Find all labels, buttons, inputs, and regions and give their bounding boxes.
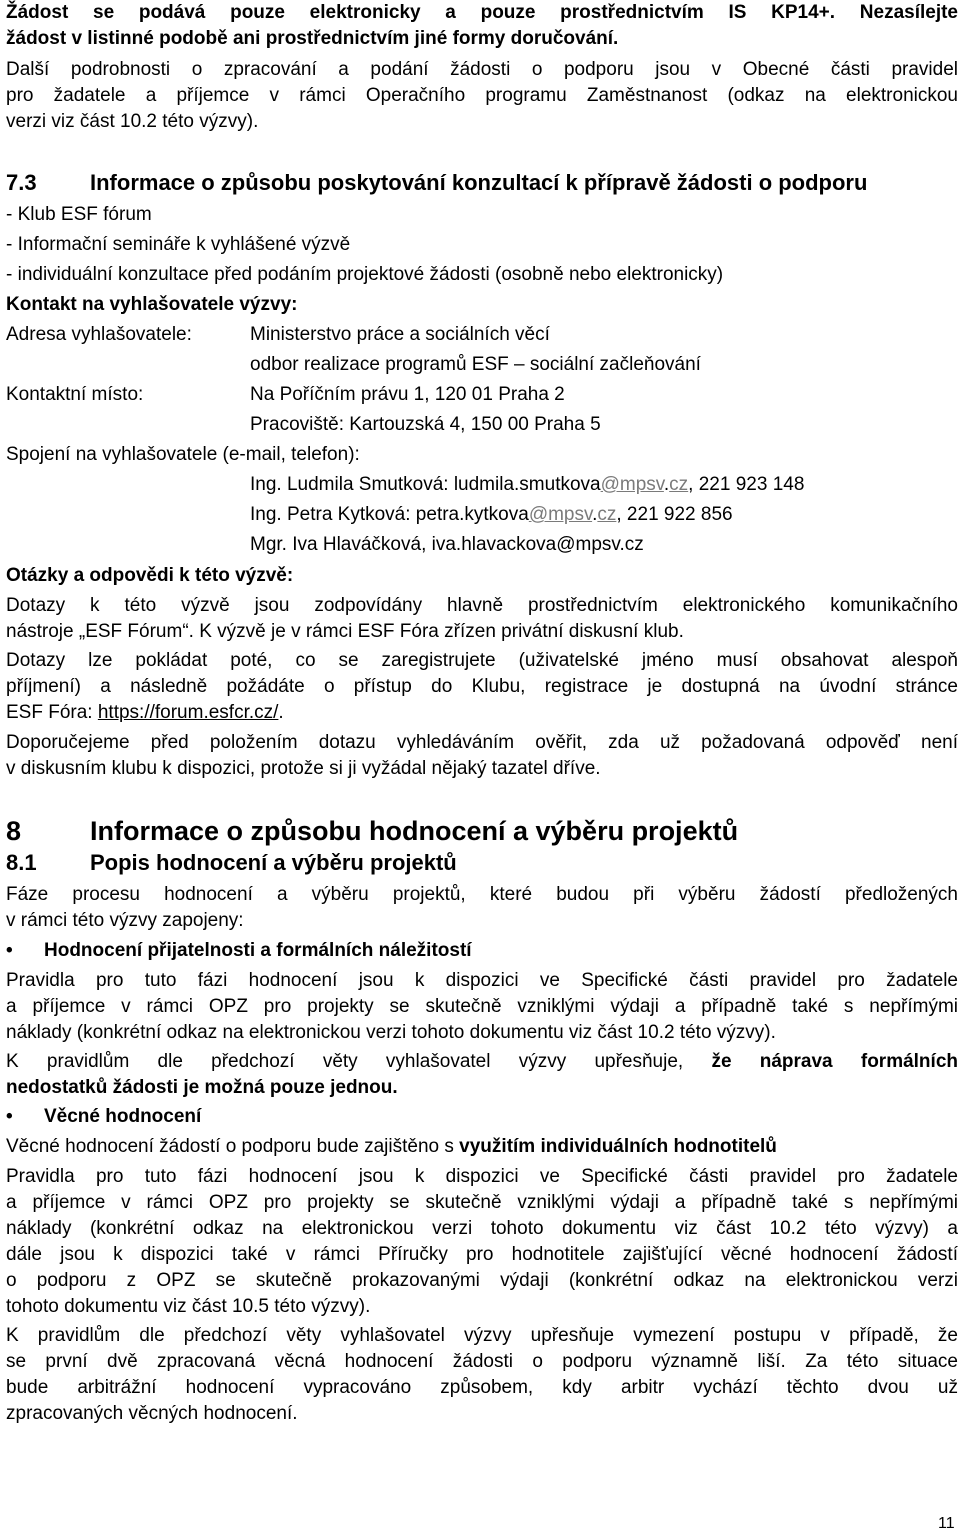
section-number: 8 xyxy=(6,816,22,846)
contact-text: Ing. Ludmila Smutková: ludmila.smutkova xyxy=(250,474,601,495)
section-7-3-heading xyxy=(6,168,867,198)
b2-p1-line-4: dále jsou k dispozici také v rámci Příručky pro hodnotitele zajišťující věcné hodnocení žádostí xyxy=(6,1244,958,1265)
contact-link[interactable]: cz xyxy=(669,474,689,495)
b2-bold: využitím individuálních hodnotitelů xyxy=(459,1136,777,1157)
b1-p2-normal: K pravidlům dle předchozí věty vyhlašovatel výzvy upřesňuje, xyxy=(6,1051,684,1072)
page-number: 11 xyxy=(938,1515,955,1532)
qa-text: . xyxy=(278,702,284,723)
contact-text: Ing. Petra Kytková: petra.kytkova xyxy=(250,504,529,525)
top-line-3: Další podrobnosti o zpracování a podání žádosti o podporu jsou v Obecné části pravidel xyxy=(6,59,958,80)
qa-p2-line-1: Dotazy lze pokládat poté, co se zaregistrujete (uživatelské jméno musí obsahovat alespoň xyxy=(6,650,958,671)
bullet-label: Věcné hodnocení xyxy=(44,1106,202,1127)
connection-label: Spojení na vyhlašovatele (e-mail, telefon): xyxy=(6,444,360,465)
contact-link[interactable]: @mpsv xyxy=(600,474,664,495)
list-item: - Informační semináře k vyhlášené výzvě xyxy=(6,234,351,255)
b2-p1-line-5: o podporu z OPZ se skutečně prokazovanými výdaji (konkrétní odkaz na elektronickou verzi xyxy=(6,1270,958,1291)
b2-line-1 xyxy=(6,1134,777,1160)
section-title: Popis hodnocení a výběru projektů xyxy=(90,850,457,875)
qa-p3-line-1: Doporučejeme před položením dotazu vyhledáváním ověřit, zda už požadovaná odpověď není xyxy=(6,732,958,753)
b1-p2-line-2: nedostatků žádosti je možná pouze jednou. xyxy=(6,1077,398,1098)
b2-p2-line-4: zpracovaných věcných hodnocení. xyxy=(6,1403,298,1424)
address-label: Adresa vyhlašovatele: xyxy=(6,324,192,345)
bullet-icon: • xyxy=(6,940,13,961)
b2-normal: Věcné hodnocení žádostí o podporu bude zajištěno s xyxy=(6,1136,460,1157)
contact-line-2 xyxy=(250,502,733,528)
contact-phone: , 221 922 856 xyxy=(616,504,733,525)
qa-p2-line-3 xyxy=(6,700,284,726)
top-line-4: pro žadatele a příjemce v rámci Operačního programu Zaměstnanost (odkaz na elektronickou xyxy=(6,85,958,106)
contact-heading: Kontakt na vyhlašovatele výzvy: xyxy=(6,294,298,315)
section-title: Informace o způsobu hodnocení a výběru projektů xyxy=(90,816,739,846)
contact-phone: , 221 923 148 xyxy=(688,474,805,495)
place-label: Kontaktní místo: xyxy=(6,384,144,405)
section-title: Informace o způsobu poskytování konzultací k přípravě žádosti o podporu xyxy=(90,170,868,195)
b2-p2-line-3: bude arbitrážní hodnocení vypracováno způsobem, kdy arbitr vychází těchto dvou už xyxy=(6,1377,958,1398)
qa-p3-line-2: v diskusním klubu k dispozici, protože si ji vyžádal nějaký tazatel dříve. xyxy=(6,758,601,779)
qa-p2-line-2: příjmení) a následně požádáte o přístup do Klubu, registrace je dostupná na úvodní stránce xyxy=(6,676,958,697)
contact-link[interactable]: @mpsv xyxy=(528,504,593,525)
b1-p2-line-1 xyxy=(6,1049,958,1075)
qa-heading: Otázky a odpovědi k této výzvě: xyxy=(6,565,294,586)
b2-p2-line-2: se první dvě zpracovaná věcná hodnocení žádosti o podporu významně liší. Za této situace xyxy=(6,1351,958,1372)
intro-line-2: v rámci této výzvy zapojeny: xyxy=(6,910,244,931)
section-number: 8.1 xyxy=(6,850,37,875)
section-number: 7.3 xyxy=(6,170,37,195)
bullet-2 xyxy=(6,1104,201,1130)
contact-line-1 xyxy=(250,472,804,498)
b1-p1-line-1: Pravidla pro tuto fázi hodnocení jsou k dispozici ve Specifické části pravidel pro žadatele xyxy=(6,970,958,991)
bullet-label: Hodnocení přijatelnosti a formálních náležitostí xyxy=(44,940,472,961)
bullet-1 xyxy=(6,938,472,964)
top-line-1: Žádost se podává pouze elektronicky a pouze prostřednictvím IS KP14+. Nezasílejte xyxy=(6,2,958,23)
contact-line-3: Mgr. Iva Hlaváčková, iva.hlavackova@mpsv.cz xyxy=(250,534,644,555)
b2-p1-line-3: náklady (konkrétní odkaz na elektronickou verzi tohoto dokumentu viz část 10.2 této výzvy) a xyxy=(6,1218,958,1239)
b2-p1-line-2: a příjemce v rámci OPZ pro projekty se skutečně vzniklými výdaji a případně také s nepřímými xyxy=(6,1192,958,1213)
qa-p1-line-1: Dotazy k této výzvě jsou zodpovídány hlavně prostřednictvím elektronického komunikačního xyxy=(6,595,958,616)
b1-p2-bold: že náprava formálních xyxy=(711,1051,958,1072)
b2-p2-line-1: K pravidlům dle předchozí věty vyhlašovatel výzvy upřesňuje vymezení postupu v případě, že xyxy=(6,1325,958,1346)
top-line-5: verzi viz část 10.2 této výzvy). xyxy=(6,111,259,132)
address-line-2: odbor realizace programů ESF – sociální začleňování xyxy=(250,354,701,375)
section-8-heading xyxy=(6,814,738,848)
list-item: - Klub ESF fórum xyxy=(6,204,152,225)
contact-dot: . xyxy=(663,474,670,495)
contact-link[interactable]: cz xyxy=(597,504,617,525)
place-line-2: Pracoviště: Kartouzská 4, 150 00 Praha 5 xyxy=(250,414,601,435)
contact-dot: . xyxy=(592,504,598,525)
b1-p1-line-3: náklady (konkrétní odkaz na elektronickou verzi tohoto dokumentu viz část 10.2 této výzvy). xyxy=(6,1022,776,1043)
qa-p1-line-2: nástroje „ESF Fórum“. K výzvě je v rámci ESF Fóra zřízen privátní diskusní klub. xyxy=(6,621,684,642)
top-line-2: žádost v listinné podobě ani prostřednictvím jiné formy doručování. xyxy=(6,28,619,49)
b2-p1-line-1: Pravidla pro tuto fázi hodnocení jsou k dispozici ve Specifické části pravidel pro žadatele xyxy=(6,1166,958,1187)
qa-text: ESF Fóra: xyxy=(6,702,98,723)
b2-p1-line-6: tohoto dokumentu viz část 10.5 této výzvy). xyxy=(6,1296,371,1317)
list-item: - individuální konzultace před podáním projektové žádosti (osobně nebo elektronicky) xyxy=(6,264,724,285)
forum-link[interactable]: https://forum.esfcr.cz/ xyxy=(97,702,279,723)
section-8-1-heading xyxy=(6,848,457,878)
place-line-1: Na Poříčním právu 1, 120 01 Praha 2 xyxy=(250,384,565,405)
bullet-icon: • xyxy=(6,1106,13,1127)
intro-line-1: Fáze procesu hodnocení a výběru projektů, které budou při výběru žádostí předložených xyxy=(6,884,958,905)
address-line-1: Ministerstvo práce a sociálních věcí xyxy=(250,324,550,345)
b1-p1-line-2: a příjemce v rámci OPZ pro projekty se skutečně vzniklými výdaji a případně také s nepřímými xyxy=(6,996,958,1017)
